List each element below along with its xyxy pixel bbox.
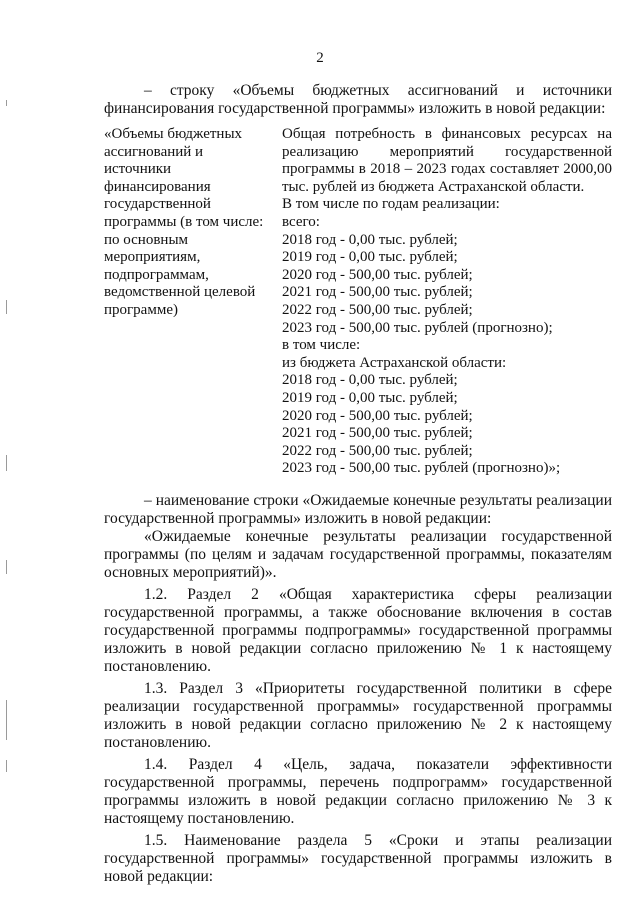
margin-mark xyxy=(6,300,7,314)
regional-year-line: 2022 год - 500,00 тыс. рублей; xyxy=(282,442,473,459)
margin-mark xyxy=(6,100,7,106)
label-line: «Объемы бюджетных xyxy=(104,126,243,142)
budget-row-value xyxy=(282,126,612,478)
label-line: финансирования xyxy=(104,178,211,195)
body-paragraph: 1.3. Раздел 3 «Приоритеты государственной политики в сфере реализации государственной программы» государственной программы изложить в новой редакции согласно приложению № 2 к настоящему постановлению. xyxy=(104,680,612,751)
including-header: в том числе: xyxy=(282,337,361,354)
regional-year-line: 2019 год - 0,00 тыс. рублей; xyxy=(282,389,458,406)
body-paragraph: 1.2. Раздел 2 «Общая характеристика сферы реализации государственной программы, а также обоснование включения в состав государственной программы подпрограммы» государственной программы изложить в новой редакции согласно приложению № 1 к настоящему постановлению. xyxy=(104,586,612,675)
body-paragraph: – наименование строки «Ожидаемые конечные результаты реализации государственной программы» изложить в новой редакции: xyxy=(104,492,612,527)
page-number: 2 xyxy=(316,50,324,66)
body-paragraph: 1.4. Раздел 4 «Цель, задача, показатели эффективности государственной программы, перечень подпрограмм» государственной программы изложить в новой редакции согласно приложению № 3 к настоящему постановлению. xyxy=(104,756,612,827)
label-line: по основным xyxy=(104,231,189,248)
by-years-header: В том числе по годам реализации: xyxy=(282,196,500,213)
budget-row-label xyxy=(104,126,276,478)
regional-year-line: 2023 год - 500,00 тыс. рублей (прогнозно)»; xyxy=(282,460,561,477)
regional-year-line: 2018 год - 0,00 тыс. рублей; xyxy=(282,372,458,389)
total-header: всего: xyxy=(282,213,320,230)
body-paragraph: «Ожидаемые конечные результаты реализации государственной программы (по целям и задачам государственной программы, показателям основных мероприятий)». xyxy=(104,528,612,581)
total-year-line: 2020 год - 500,00 тыс. рублей; xyxy=(282,266,473,283)
margin-mark xyxy=(6,560,7,574)
label-line: мероприятиям, xyxy=(104,249,201,266)
regional-header: из бюджета Астраханской области: xyxy=(282,354,507,371)
regional-year-line: 2020 год - 500,00 тыс. рублей; xyxy=(282,407,473,424)
margin-mark xyxy=(6,455,7,471)
label-line: программе) xyxy=(104,301,178,318)
total-year-line: 2019 год - 0,00 тыс. рублей; xyxy=(282,249,458,266)
margin-mark xyxy=(6,760,7,772)
label-line: источники xyxy=(104,161,172,178)
margin-mark xyxy=(6,700,7,740)
total-year-line: 2021 год - 500,00 тыс. рублей; xyxy=(282,284,473,301)
budget-summary: Общая потребность в финансовых ресурсах на реализацию мероприятий государственной программы в 2018 – 2023 годах составляет 2000,00 тыс. рублей из бюджета Астраханской области. xyxy=(282,126,612,195)
budget-row xyxy=(104,126,612,478)
body-paragraph: 1.5. Наименование раздела 5 «Сроки и этапы реализации государственной программы» государственной программы изложить в новой редакции: xyxy=(104,832,612,885)
total-year-line: 2018 год - 0,00 тыс. рублей; xyxy=(282,231,458,248)
label-line: ассигнований и xyxy=(104,143,204,160)
document-body xyxy=(104,492,612,886)
label-line: ведомственной целевой xyxy=(104,284,256,301)
label-line: программы (в том числе: xyxy=(104,213,264,230)
label-line: подпрограммам, xyxy=(104,266,209,283)
label-line: государственной xyxy=(104,196,211,213)
total-year-line: 2022 год - 500,00 тыс. рублей; xyxy=(282,301,473,318)
total-year-line: 2023 год - 500,00 тыс. рублей (прогнозно); xyxy=(282,319,553,336)
intro-paragraph: – строку «Объемы бюджетных ассигнований и источники финансирования государственной программы» изложить в новой редакции: xyxy=(104,82,612,117)
regional-year-line: 2021 год - 500,00 тыс. рублей; xyxy=(282,425,473,442)
